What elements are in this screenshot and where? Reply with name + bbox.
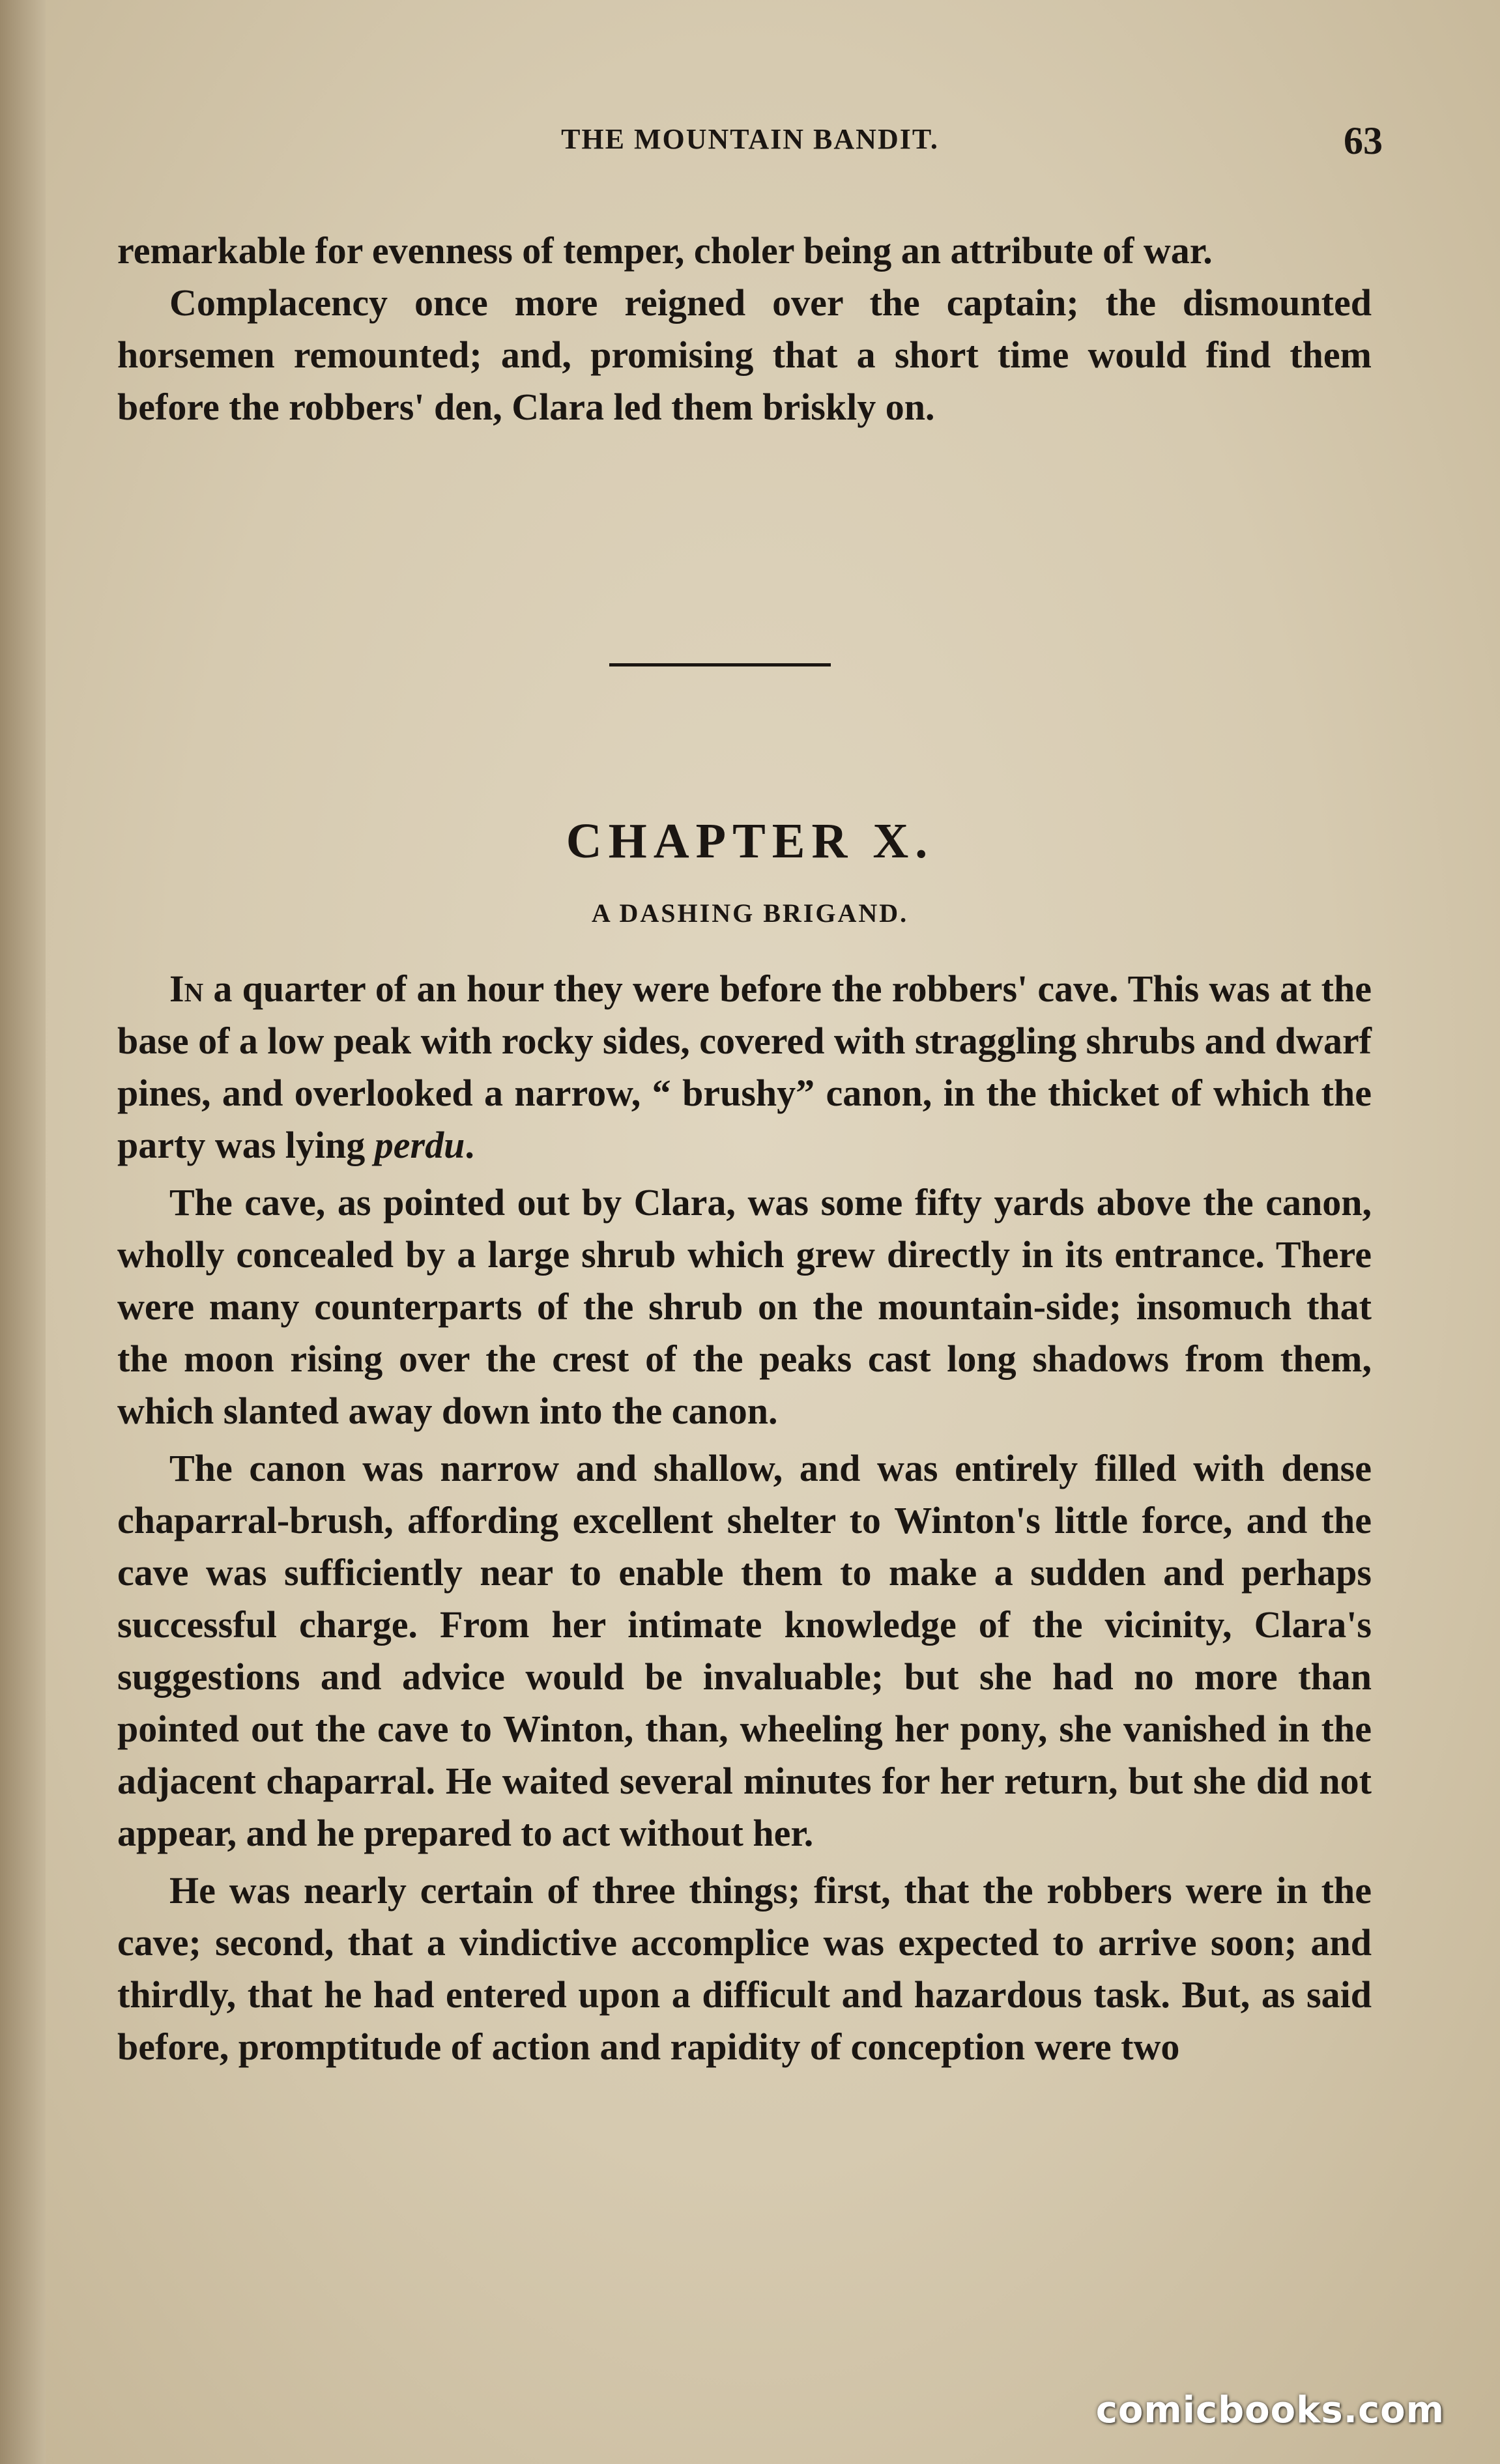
chapter-body <box>117 963 1372 2073</box>
body-paragraph-1-end: . <box>465 1124 474 1166</box>
body-paragraph-1 <box>117 963 1372 1171</box>
italic-word: perdu <box>374 1124 465 1166</box>
running-head: THE MOUNTAIN BANDIT. <box>561 123 939 155</box>
page-edge-shadow <box>0 0 46 2464</box>
body-paragraph-3: The canon was narrow and shallow, and was entirely filled with dense chaparral-brush, affording excellent shelter to Winton's little force, and the cave was sufficiently near to enable them to make a sudden and perhaps successful charge. From her intimate knowledge of the vicinity, Clara's suggestions and advice would be invaluable; but she had no more than pointed out the cave to Winton, than, wheeling her pony, she vanished in the adjacent chaparral. He waited several minutes for her return, but she did not appear, and he prepared to act without her. <box>117 1447 1372 1854</box>
opening-paragraph-2: Complacency once more reigned over the captain; the dismounted horsemen remounted; and, promising that a short time would find them before the robbers' den, Clara led them briskly on. <box>117 281 1372 428</box>
chapter-title: CHAPTER X. <box>566 814 934 868</box>
body-paragraph-1-text: a quarter of an hour they were before the robbers' cave. This was at the base of a low peak with rocky sides, covered with straggling shrubs and dwarf pines, and overlooked a narrow, “ brushy” canon, in the thicket of which the party was lying <box>117 967 1372 1166</box>
opening-text <box>117 225 1372 433</box>
body-paragraph-2: The cave, as pointed out by Clara, was some fifty yards above the canon, wholly concealed by a large shrub which grew directly in its entrance. There were many counterparts of the shrub on the mountain-side; insomuch that the moon rising over the crest of the peaks cast long shadows from them, which slanted away down into the canon. <box>117 1181 1372 1432</box>
lead-word: In <box>169 967 204 1010</box>
page-number: 63 <box>1344 119 1383 162</box>
chapter-subtitle: A DASHING BRIGAND. <box>591 898 909 928</box>
body-paragraph-4: He was nearly certain of three things; first, that the robbers were in the cave; second, that a vindictive accomplice was expected to arrive soon; and thirdly, that he had entered upon a difficult and hazardous task. But, as said before, promptitude of action and rapidity of conception were two <box>117 1869 1372 2068</box>
watermark: comicbooks.com <box>1095 2389 1445 2431</box>
section-divider <box>609 663 831 666</box>
opening-paragraph-1: remarkable for evenness of temper, choler being an attribute of war. <box>117 229 1213 272</box>
page-header <box>117 119 1383 168</box>
